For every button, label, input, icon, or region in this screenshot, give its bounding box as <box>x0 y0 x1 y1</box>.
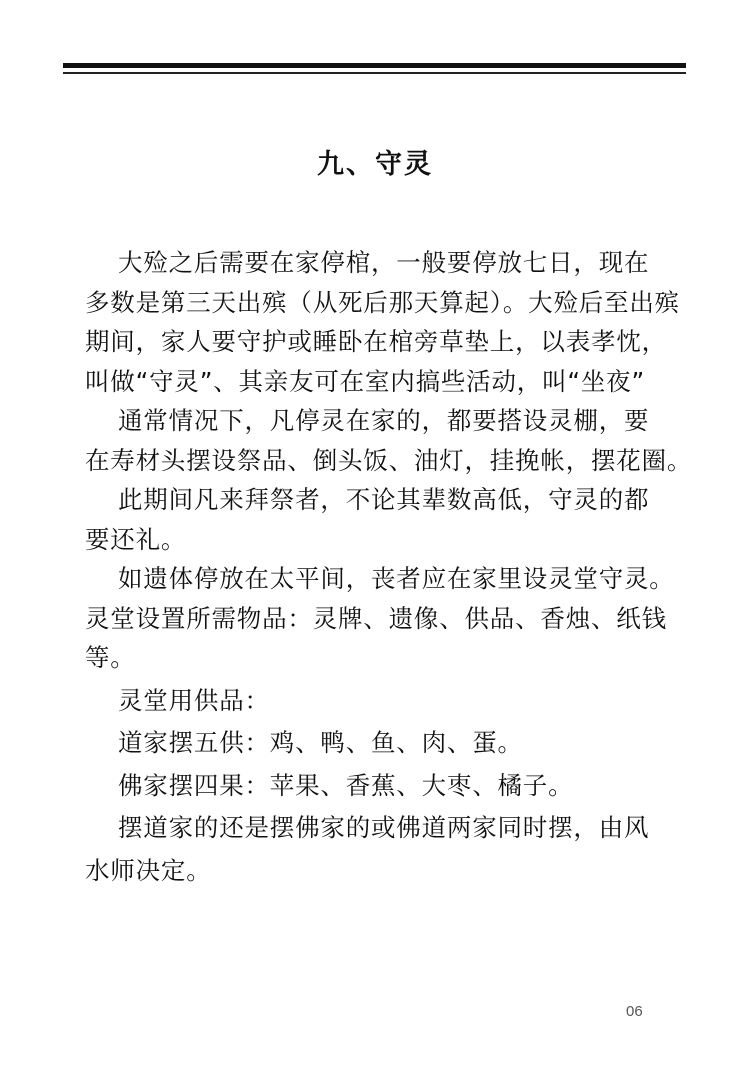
body-line: 道家摆五供：鸡、鸭、鱼、肉、蛋。 <box>118 728 523 757</box>
body-line: 大殓之后需要在家停棺，一般要停放七日，现在 <box>118 248 650 277</box>
header-rule-thick <box>63 63 686 68</box>
body-line: 期间，家人要守护或睡卧在棺旁草垫上，以表孝忱， <box>85 327 667 356</box>
body-line: 多数是第三天出殡（从死后那天算起）。大殓后至出殡 <box>85 287 680 317</box>
body-line: 此期间凡来拜祭者，不论其辈数高低，守灵的都 <box>118 485 650 514</box>
body-text <box>85 243 693 890</box>
page-number: 06 <box>626 1003 643 1020</box>
body-line: 佛家摆四果：苹果、香蕉、大枣、橘子。 <box>118 770 574 800</box>
body-line: 如遗体停放在太平间，丧者应在家里设灵堂守灵。 <box>118 564 675 593</box>
header-rule-thin <box>63 72 686 74</box>
body-line: 在寿材头摆设祭品、倒头饭、油灯，挂挽帐，摆花圈。 <box>85 445 693 475</box>
body-line: 水师决定。 <box>85 855 212 885</box>
body-line: 灵堂设置所需物品：灵牌、遗像、供品、香烛、纸钱 <box>85 603 667 633</box>
body-line: 摆道家的还是摆佛家的或佛道两家同时摆，由风 <box>118 813 650 842</box>
body-line: 叫做“守灵”、其亲友可在室内搞些活动，叫“坐夜” <box>85 366 645 396</box>
body-line: 要还礼。 <box>85 524 187 554</box>
section-title: 九、守灵 <box>317 149 433 180</box>
body-line: 等。 <box>85 643 136 672</box>
body-line: 灵堂用供品： <box>118 685 270 715</box>
body-line: 通常情况下，凡停灵在家的，都要搭设灵棚，要 <box>118 406 650 435</box>
